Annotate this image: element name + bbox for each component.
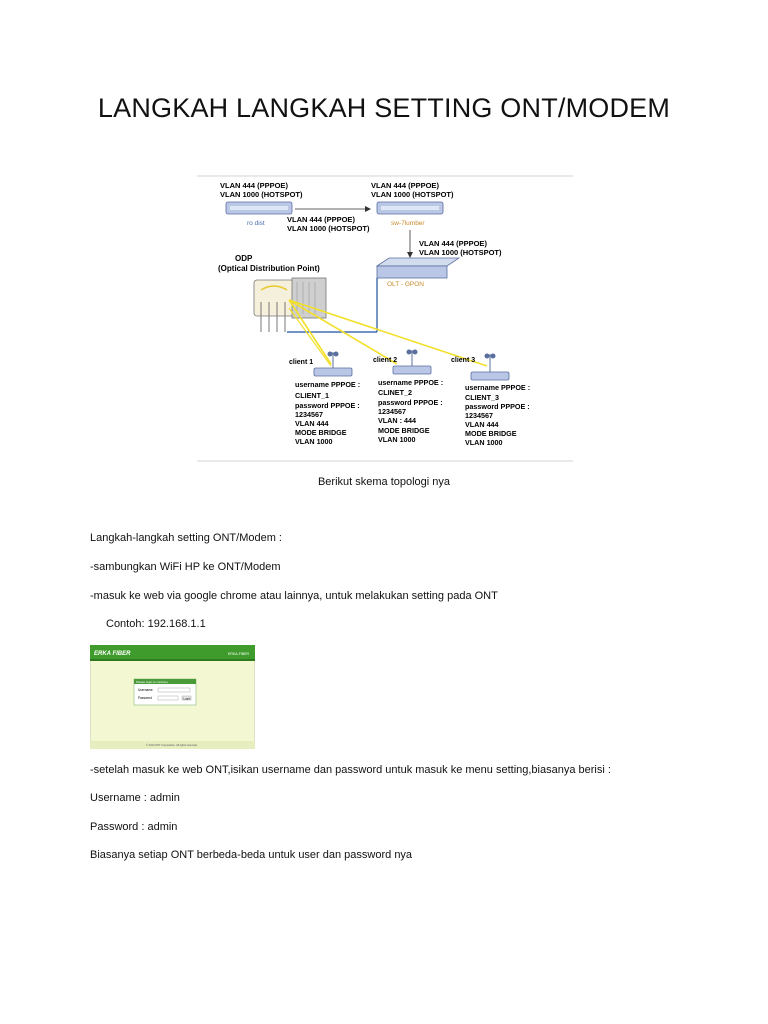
olt-name: OLT - GPON <box>387 281 424 288</box>
username-label: Username <box>138 688 153 692</box>
client-detail: VLAN 1000 <box>378 435 416 444</box>
client-router-icon <box>471 354 509 381</box>
brand-right: ERKA-FIBER <box>228 652 250 656</box>
note-text: Biasanya setiap ONT berbeda-beda untuk user dan password nya <box>90 849 413 861</box>
step-item: -sambungkan WiFi HP ke ONT/Modem <box>90 561 281 573</box>
switch-name: sw-7lumber <box>391 220 425 227</box>
switch-name: ro dist <box>247 220 265 227</box>
client-detail: 1234567 <box>465 411 493 420</box>
example-address: Contoh: 192.168.1.1 <box>106 618 206 630</box>
footer-text: © 2013 ONT Corporation. All rights reserved. <box>146 744 198 747</box>
router-switch-icon <box>226 202 292 214</box>
client-detail: CLINET_2 <box>378 388 412 397</box>
odp-title: ODP <box>235 254 253 263</box>
client-detail: MODE BRIDGE <box>295 428 347 437</box>
client-name: client 1 <box>289 359 314 366</box>
olt-vlan-label: VLAN 444 (PPPOE) <box>419 239 487 248</box>
client-name: client 2 <box>373 357 398 364</box>
olt-vlan-label: VLAN 1000 (HOTSPOT) <box>419 248 502 257</box>
top-left-vlan-label: VLAN 1000 (HOTSPOT) <box>220 190 303 199</box>
client-detail: VLAN : 444 <box>378 416 416 425</box>
figure-caption: Berikut skema topologi nya <box>317 476 451 488</box>
distribution-switch-icon <box>377 202 443 214</box>
step-item: -setelah masuk ke web ONT,isikan username dan password untuk masuk ke menu setting,biasanya berisi : <box>90 764 611 776</box>
client-router-icon <box>314 352 352 377</box>
client-detail: 1234567 <box>378 407 406 416</box>
brand-name: ERKA FIBER <box>94 651 131 657</box>
client-detail: username PPPOE : <box>295 380 361 389</box>
steps-heading: Langkah-langkah setting ONT/Modem : <box>90 532 282 544</box>
client-name: client 3 <box>451 357 476 364</box>
username-credential: Username : admin <box>90 792 180 804</box>
client-detail: password PPPOE : <box>465 402 530 411</box>
link-vlan-label: VLAN 444 (PPPOE) <box>287 215 355 224</box>
step-item: -masuk ke web via google chrome atau lainnya, untuk melakukan setting pada ONT <box>90 590 498 602</box>
link-vlan-label: VLAN 1000 (HOTSPOT) <box>287 224 370 233</box>
client-detail: username PPPOE : <box>465 383 531 392</box>
odp-box-icon <box>254 278 326 332</box>
client-detail: VLAN 1000 <box>295 437 333 446</box>
top-right-vlan-label: VLAN 444 (PPPOE) <box>371 181 439 190</box>
login-box-title: Please login to continue <box>136 680 168 684</box>
client-detail: VLAN 444 <box>465 420 499 429</box>
client-detail: VLAN 1000 <box>465 438 503 447</box>
odp-subtitle: (Optical Distribution Point) <box>218 264 320 273</box>
client-detail: 1234567 <box>295 410 323 419</box>
client-detail: username PPPOE : <box>378 378 444 387</box>
top-left-vlan-label: VLAN 444 (PPPOE) <box>220 181 288 190</box>
password-credential: Password : admin <box>90 821 178 833</box>
client-detail: MODE BRIDGE <box>465 429 517 438</box>
login-page-screenshot <box>90 645 255 749</box>
client-detail: MODE BRIDGE <box>378 426 430 435</box>
olt-device-icon <box>377 258 459 278</box>
client-router-icon <box>393 350 431 375</box>
top-right-vlan-label: VLAN 1000 (HOTSPOT) <box>371 190 454 199</box>
topology-diagram <box>197 172 573 464</box>
client-detail: CLIENT_1 <box>295 391 329 400</box>
login-button: Login <box>183 696 191 701</box>
client-detail: CLIENT_3 <box>465 393 499 402</box>
client-detail: password PPPOE : <box>378 398 443 407</box>
client-detail: password PPPOE : <box>295 401 360 410</box>
password-label: Password <box>138 696 152 700</box>
page-title: LANGKAH LANGKAH SETTING ONT/MODEM <box>97 93 671 123</box>
client-detail: VLAN 444 <box>295 419 329 428</box>
